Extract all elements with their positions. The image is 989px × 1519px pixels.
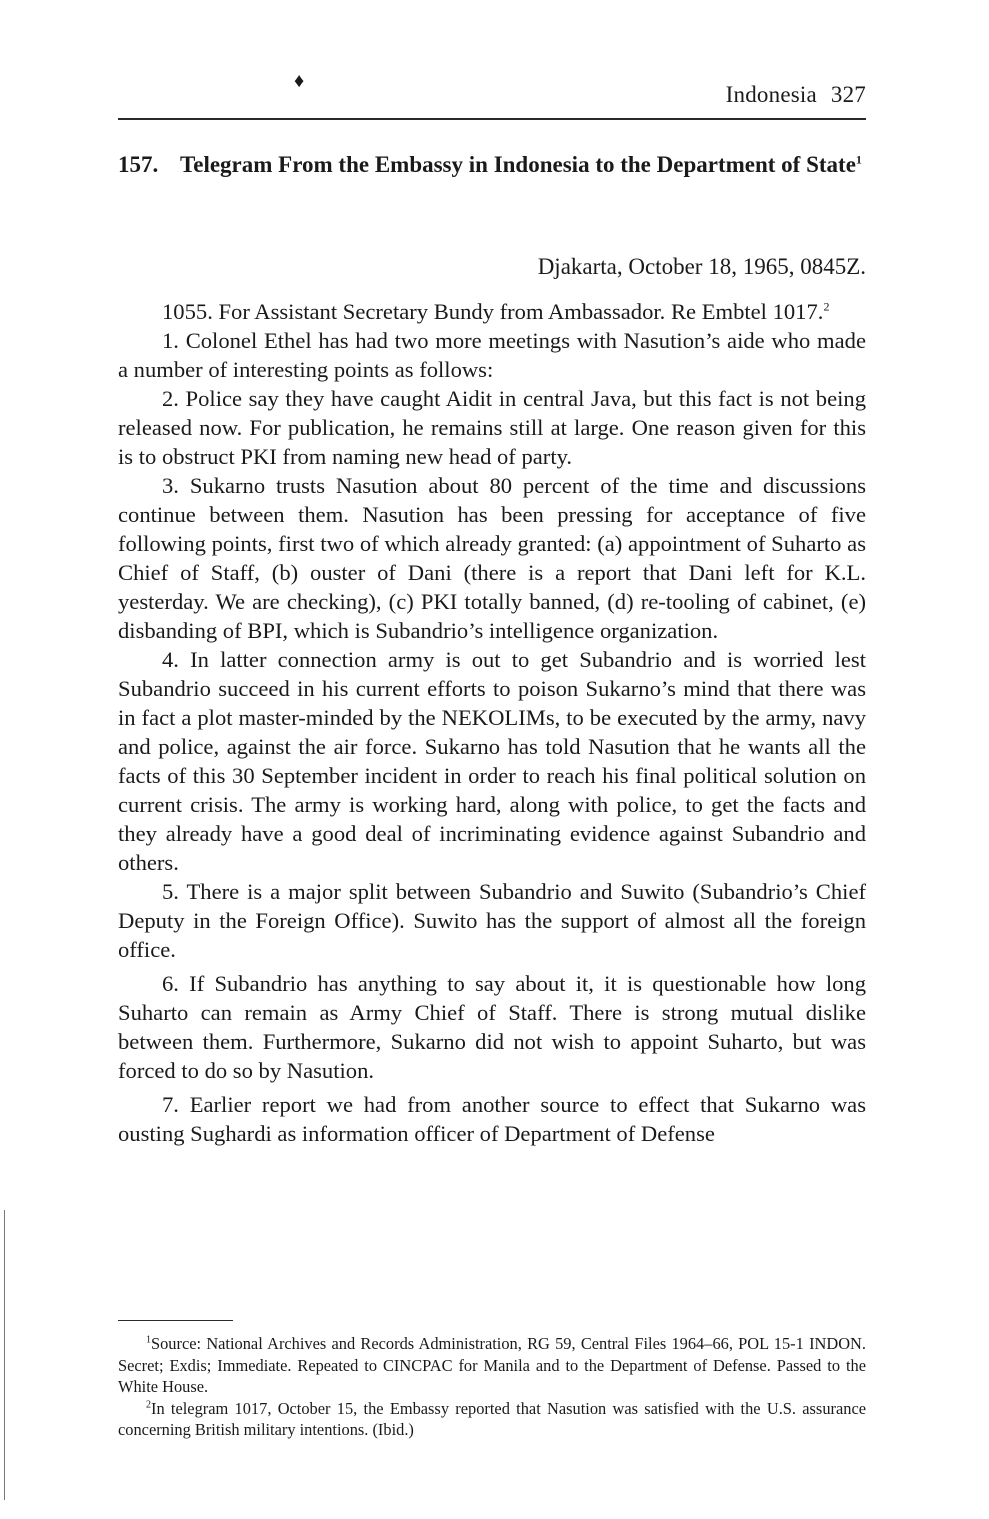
document-title: Telegram From the Embassy in Indonesia to the Department of State [180,152,856,177]
footnote-1 [118,1333,866,1398]
footnote-1-marker: 1 [146,1334,151,1346]
paragraph-2: 2. Police say they have caught Aidit in central Java, but this fact is not being released now. For publication, he remains still at large. One reason given for this is to obstruct PKI from naming new head of party. [118,386,866,469]
intro-paragraph [118,297,866,326]
footnote-2-marker: 2 [146,1399,151,1411]
footnotes [118,1333,866,1441]
paragraph-1: 1. Colonel Ethel has had two more meetings with Nasution’s aide who made a number of interesting points as follows: [118,328,866,382]
scan-margin-line [4,1210,5,1500]
running-title: Indonesia [725,82,817,107]
paragraph-6: 6. If Subandrio has anything to say about it, it is questionable how long Suharto can remain as Army Chief of Staff. There is strong mutual dislike between them. Furthermore, Sukarno did not wish to appoint Suharto, but was forced to do so by Nasution. [118,971,866,1083]
footnote-2-text: In telegram 1017, October 15, the Embassy reported that Nasution was satisfied with the U.S. assurance concerning British military intentions. (Ibid.) [118,1398,866,1439]
page-number: 327 [830,82,866,107]
footnote-rule [118,1320,233,1321]
paragraph-5: 5. There is a major split between Subandrio and Suwito (Subandrio’s Chief Deputy in the Foreign Office). Suwito has the support of almost all the foreign office. [118,879,866,962]
paragraph-4: 4. In latter connection army is out to get Subandrio and is worried lest Subandrio succeed in his current efforts to poison Sukarno’s mind that there was in fact a plot master-minded by the NEKOLIMs, to be executed by the army, navy and police, against the air force. Sukarno has told Nasution that he wants all the facts of this 30 September incident in order to reach his final political solution on current crisis. The army is working hard, along with police, to get the facts and they already have a good deal of incriminating evidence against Subandrio and others. [118,647,866,875]
footnote-1-text: Source: National Archives and Records Administration, RG 59, Central Files 1964–66, POL 15-1 INDON. Secret; Exdis; Immediate. Repeated to CINCPAC for Manila and to the Department of Defense. Passed to the White House. [118,1334,866,1396]
document-heading [118,150,866,179]
document-number: 157. [118,152,159,177]
intro-text: 1055. For Assistant Secretary Bundy from Ambassador. Re Embtel 1017. [162,299,824,324]
margin-mark: ♦ [294,70,305,92]
dateline: Djakarta, October 18, 1965, 0845Z. [537,254,866,279]
telegram-body [118,297,866,1148]
paragraph-3: 3. Sukarno trusts Nasution about 80 percent of the time and discussions continue between them. Nasution has been pressing for acceptance of five following points, first two of which already granted: (a) appointment of Suharto as Chief of Staff, (b) ouster of Dani (there is a report that Dani left for K.L. yesterday. We are checking), (c) PKI totally banned, (d) re-tooling of cabinet, (e) disbanding of BPI, which is Subandrio’s intelligence organization. [118,473,866,643]
title-footnote-ref[interactable]: 1 [855,152,862,167]
paragraph-7: 7. Earlier report we had from another source to effect that Sukarno was ousting Sughardi as information officer of Department of Defense [118,1092,866,1146]
header-rule [118,118,866,120]
intro-footnote-ref[interactable]: 2 [823,299,830,314]
footnote-2 [118,1398,866,1441]
document-title-wrap [118,150,866,179]
running-head [118,82,866,108]
